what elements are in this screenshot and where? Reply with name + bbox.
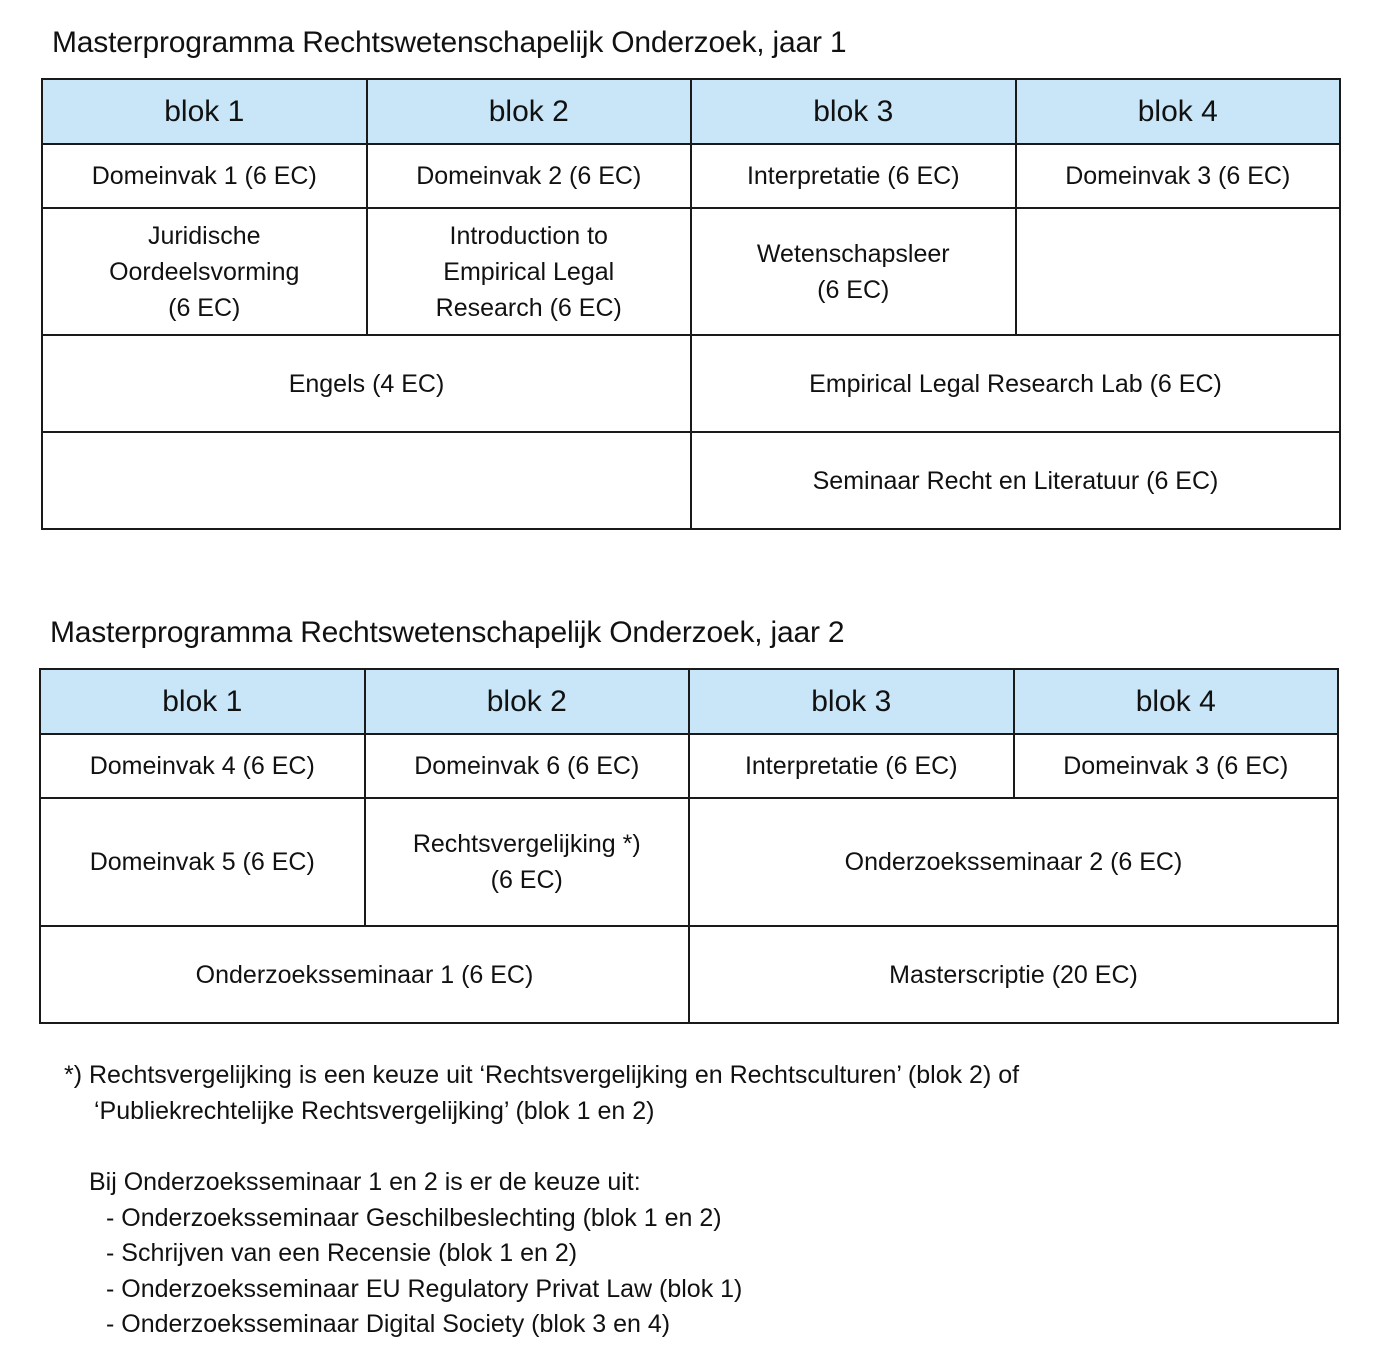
- year1-header-blok3: blok 3: [692, 80, 1017, 145]
- year2-course-masterscriptie: Masterscriptie (20 EC): [690, 927, 1339, 1024]
- course-text-line: (6 EC): [817, 275, 890, 304]
- seminar-choice-item: - Onderzoeksseminaar Geschilbeslechting (blok 1 en 2): [106, 1203, 722, 1232]
- year1-header-blok1: blok 1: [43, 80, 368, 145]
- year2-header-blok4: blok 4: [1015, 670, 1340, 735]
- course-text-line: Wetenschapsleer: [756, 239, 950, 268]
- year2-header-blok3: blok 3: [690, 670, 1015, 735]
- year1-schedule-table: [41, 78, 1341, 530]
- year2-schedule-table: [39, 668, 1339, 1024]
- course-text-line: Research (6 EC): [435, 293, 622, 322]
- year1-course-wetenschapsleer: [692, 209, 1017, 336]
- course-text-line: (6 EC): [168, 293, 241, 322]
- seminar-choices: [89, 1165, 742, 1343]
- year1-course-empirical-legal-research-lab: Empirical Legal Research Lab (6 EC): [692, 336, 1341, 433]
- year2-header-blok1: blok 1: [41, 670, 366, 735]
- year2-course-domeinvak-3: Domeinvak 3 (6 EC): [1015, 735, 1340, 799]
- year1-empty-cell: [43, 433, 692, 530]
- course-text-line: Empirical Legal: [443, 257, 615, 286]
- year1-header-blok2: blok 2: [368, 80, 693, 145]
- seminar-choice-item: - Onderzoeksseminaar EU Regulatory Privat Law (blok 1): [106, 1274, 743, 1303]
- footnote: [64, 1058, 1019, 1129]
- year2-course-domeinvak-5: Domeinvak 5 (6 EC): [41, 799, 366, 927]
- year1-course-domeinvak-3: Domeinvak 3 (6 EC): [1017, 145, 1342, 209]
- year1-course-domeinvak-2: Domeinvak 2 (6 EC): [368, 145, 693, 209]
- seminar-choice-item: - Schrijven van een Recensie (blok 1 en 2): [106, 1239, 578, 1267]
- year1-course-interpretatie: Interpretatie (6 EC): [692, 145, 1017, 209]
- year1-title: Masterprogramma Rechtswetenschapelijk Onderzoek, jaar 1: [52, 26, 847, 59]
- year2-course-rechtsvergelijking: [366, 799, 691, 927]
- year2-header-blok2: blok 2: [366, 670, 691, 735]
- course-text-line: Oordeelsvorming: [109, 257, 300, 286]
- footnote-line: *) Rechtsvergelijking is een keuze uit ‘Rechtsvergelijking en Rechtsculturen’ (blok 2) of: [64, 1061, 1020, 1089]
- year1-course-seminaar-recht-literatuur: Seminaar Recht en Literatuur (6 EC): [692, 433, 1341, 530]
- course-text-line: Introduction to: [449, 221, 608, 250]
- year2-course-interpretatie: Interpretatie (6 EC): [690, 735, 1015, 799]
- year2-course-domeinvak-6: Domeinvak 6 (6 EC): [366, 735, 691, 799]
- year1-course-juridische-oordeelsvorming: [43, 209, 368, 336]
- year1-header-blok4: blok 4: [1017, 80, 1342, 145]
- year1-course-engels: Engels (4 EC): [43, 336, 692, 433]
- seminar-choice-item: - Onderzoeksseminaar Digital Society (blok 3 en 4): [106, 1310, 671, 1338]
- seminar-choices-intro: Bij Onderzoeksseminaar 1 en 2 is er de keuze uit:: [89, 1168, 641, 1196]
- footnote-line: ‘Publiekrechtelijke Rechtsvergelijking’ (blok 1 en 2): [94, 1096, 655, 1125]
- course-text-line: Rechtsvergelijking *): [412, 830, 641, 858]
- year2-course-onderzoeksseminaar-2: Onderzoeksseminaar 2 (6 EC): [690, 799, 1339, 927]
- year2-course-domeinvak-4: Domeinvak 4 (6 EC): [41, 735, 366, 799]
- year2-title: Masterprogramma Rechtswetenschapelijk Onderzoek, jaar 2: [50, 616, 845, 649]
- year2-course-onderzoeksseminaar-1: Onderzoeksseminaar 1 (6 EC): [41, 927, 690, 1024]
- year1-course-domeinvak-1: Domeinvak 1 (6 EC): [43, 145, 368, 209]
- course-text-line: (6 EC): [490, 866, 563, 894]
- year1-empty-cell: [1017, 209, 1342, 336]
- course-text-line: Juridische: [147, 221, 261, 250]
- year1-course-intro-empirical-legal-research: [368, 209, 693, 336]
